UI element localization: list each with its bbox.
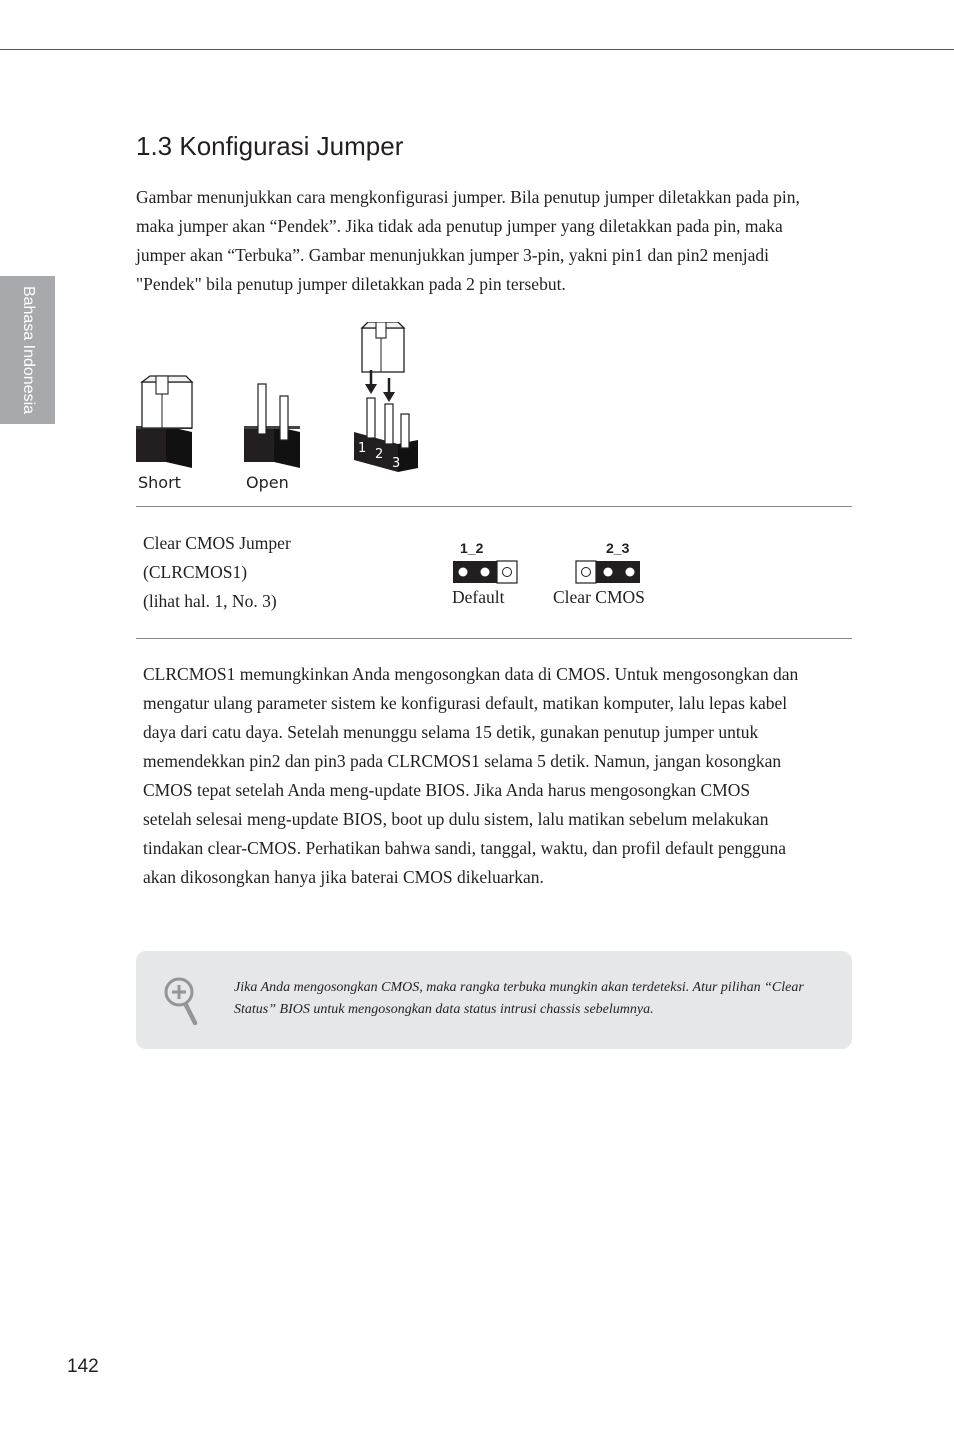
section-title: 1.3 Konfigurasi Jumper [136,131,404,161]
note-text: Jika Anda mengosongkan CMOS, maka rangka terbuka mungkin akan terdeteksi. Atur pilihan “Clear Status” BIOS untuk mengosongkan data status intrusi chassis sebelumnya. [234,980,804,1017]
open-label: Open [246,473,289,492]
note-box [136,951,852,1049]
pin-number-3: 3 [392,456,401,471]
jumper-reference: (lihat hal. 1, No. 3) [143,591,277,611]
clrcmos-description: CLRCMOS1 memungkinkan Anda mengosongkan data di CMOS. Untuk mengosongkan dan mengatur ulang parameter sistem ke konfigurasi default, matikan komputer, lalu lepas kabel daya dari catu daya. Setelah menunggu selama 15 detik, gunakan penutup jumper untuk memendekkan pin2 dan pin3 pada CLRCMOS1 selama 5 detik. Namun, jangan kosongkan CMOS tepat setelah Anda meng-update BIOS. Jika Anda harus mengosongkan CMOS setelah selesai meng-update BIOS, boot up dulu sistem, lalu matikan sebelum melakukan tindakan clear-CMOS. Perhatikan bahwa sandi, tanggal, waktu, dan profil default pengguna akan dikosongkan hanya jika baterai CMOS dikeluarkan. [143,664,799,887]
page-number: 142 [67,1356,99,1377]
magnifier-plus-icon [162,975,202,1027]
pin-number-2: 2 [375,447,384,462]
jumper-illustration [130,322,430,494]
table-top-rule [136,506,852,507]
language-side-tab-label: Bahasa Indonesia [19,285,37,415]
default-caption: Default [452,587,505,607]
open-jumper-figure [244,384,300,468]
intro-paragraph: Gambar menunjukkan cara mengkonfigurasi jumper. Bila penutup jumper diletakkan pada pin, maka jumper akan “Pendek”. Jika tidak ada penutup jumper yang diletakkan pada pin, maka jumper akan “Terbuka”. Gambar menunjukkan jumper 3-pin, yakni pin1 dan pin2 menjadi "Pendek" bila penutup jumper diletakkan pada 2 pin tersebut. [136,187,800,294]
clear-cmos-pin-label: 2_3 [606,540,630,556]
jumper-id: (CLRCMOS1) [143,562,248,582]
table-bottom-rule [136,638,852,639]
language-side-tab [0,276,55,424]
pin-number-1: 1 [358,441,367,456]
short-jumper-figure [136,376,192,468]
default-pin-label: 1_2 [460,540,484,556]
clear-cmos-caption: Clear CMOS [553,587,645,607]
default-pin-diagram [451,538,521,586]
short-label: Short [138,473,181,492]
clear-cmos-pin-diagram [574,538,644,586]
header-rule [0,49,954,50]
jumper-name: Clear CMOS Jumper [143,533,291,553]
jumper-spec-label [143,529,291,616]
